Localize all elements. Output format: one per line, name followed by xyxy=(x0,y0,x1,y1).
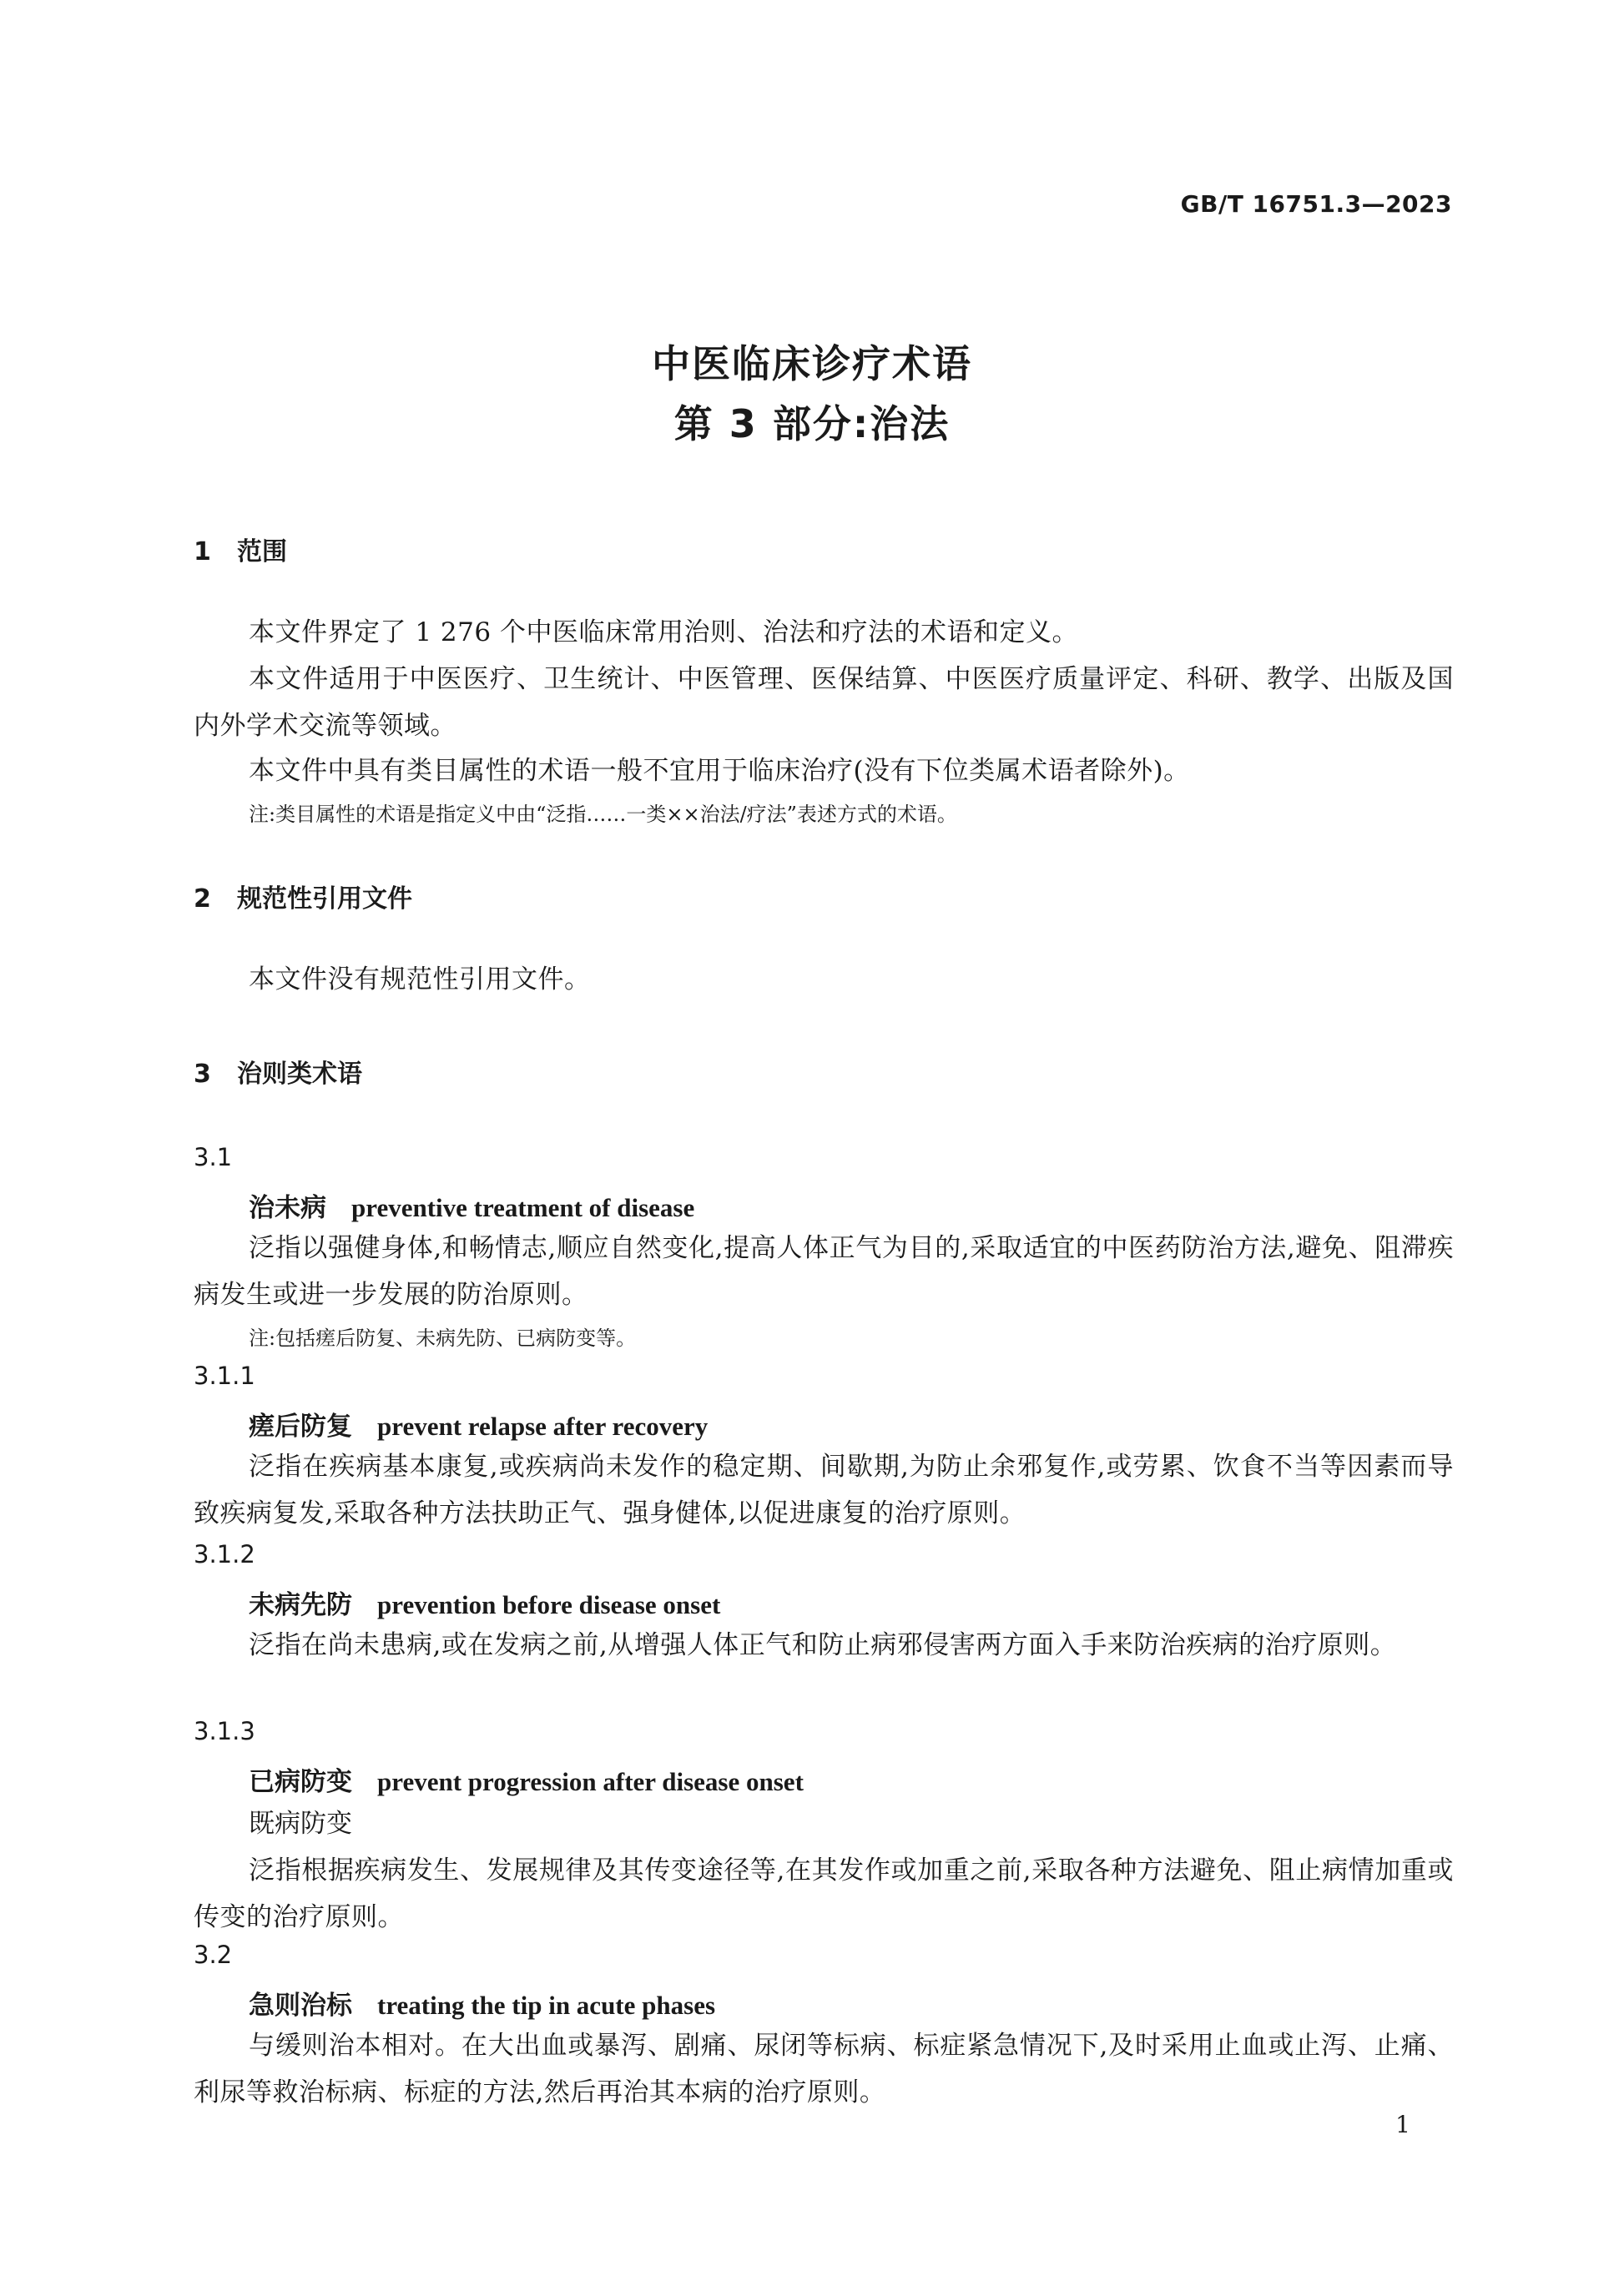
term-heading xyxy=(249,1984,715,2022)
term-english: prevent relapse after recovery xyxy=(377,1412,709,1441)
section-number: 2 xyxy=(194,884,211,914)
entry-number: 3.1.2 xyxy=(194,1540,255,1568)
term-synonym: 既病防变 xyxy=(249,1809,352,1839)
paragraph: 本文件中具有类目属性的术语一般不宜用于临床治疗(没有下位类属术语者除外)。 xyxy=(249,756,1190,786)
term-english: prevent progression after disease onset xyxy=(377,1767,804,1796)
term-chinese: 急则治标 xyxy=(249,1991,352,2021)
term-heading xyxy=(249,1760,804,1798)
entry-number: 3.1 xyxy=(194,1143,233,1171)
paragraph: 本文件界定了 1 276 个中医临床常用治则、治法和疗法的术语和定义。 xyxy=(249,617,1078,647)
paragraph: 本文件没有规范性引用文件。 xyxy=(249,964,591,994)
term-english: prevention before disease onset xyxy=(377,1590,721,1619)
section-number: 3 xyxy=(194,1060,211,1089)
note: 注:包括瘥后防复、未病先防、已病防变等。 xyxy=(249,1327,637,1350)
term-heading xyxy=(249,1405,708,1443)
term-heading xyxy=(249,1584,720,1621)
section-title: 规范性引用文件 xyxy=(237,884,412,914)
section-title: 范围 xyxy=(237,537,287,566)
entry-number: 3.1.3 xyxy=(194,1717,255,1745)
entry-number: 3.2 xyxy=(194,1941,233,1969)
term-english: preventive treatment of disease xyxy=(351,1193,695,1222)
term-chinese: 已病防变 xyxy=(249,1767,352,1797)
section-number: 1 xyxy=(194,537,211,566)
term-definition: 泛指根据疾病发生、发展规律及其传变途径等,在其发作或加重之前,采取各种方法避免、阻止病情加重或传变的治疗原则。 xyxy=(194,1855,1454,1932)
entry-number: 3.1.1 xyxy=(194,1362,255,1390)
term-definition: 泛指在尚未患病,或在发病之前,从增强人体正气和防止病邪侵害两方面入手来防治疾病的治疗原则。 xyxy=(249,1630,1397,1660)
note: 注:类目属性的术语是指定义中由“泛指……一类××治法/疗法”表述方式的术语。 xyxy=(249,803,957,826)
section-heading-principle-terms xyxy=(194,1053,362,1090)
section-heading-normative-references xyxy=(194,878,412,914)
paragraph: 本文件适用于中医医疗、卫生统计、中医管理、医保结算、中医医疗质量评定、科研、教学、出版及国内外学术交流等领域。 xyxy=(194,664,1454,741)
term-definition: 与缓则治本相对。在大出血或暴泻、剧痛、尿闭等标病、标症紧急情况下,及时采用止血或止泻、止痛、利尿等救治标病、标症的方法,然后再治其本病的治疗原则。 xyxy=(194,2031,1454,2107)
term-heading xyxy=(249,1186,694,1224)
section-heading-scope xyxy=(194,531,287,567)
term-definition: 泛指以强健身体,和畅情志,顺应自然变化,提高人体正气为目的,采取适宜的中医药防治方法,避免、阻滞疾病发生或进一步发展的防治原则。 xyxy=(194,1233,1454,1310)
document-subtitle: 第 3 部分:治法 xyxy=(673,401,951,446)
term-chinese: 瘥后防复 xyxy=(249,1412,352,1442)
term-definition: 泛指在疾病基本康复,或疾病尚未发作的稳定期、间歇期,为防止余邪复作,或劳累、饮食不当等因素而导致疾病复发,采取各种方法扶助正气、强身健体,以促进康复的治疗原则。 xyxy=(194,1452,1454,1528)
document-title: 中医临床诊疗术语 xyxy=(652,341,972,386)
page-number: 1 xyxy=(1395,2111,1410,2138)
standard-code: GB/T 16751.3—2023 xyxy=(1180,190,1452,218)
section-title: 治则类术语 xyxy=(237,1060,362,1089)
term-chinese: 治未病 xyxy=(249,1193,326,1223)
term-chinese: 未病先防 xyxy=(249,1590,352,1620)
term-english: treating the tip in acute phases xyxy=(377,1991,716,2020)
